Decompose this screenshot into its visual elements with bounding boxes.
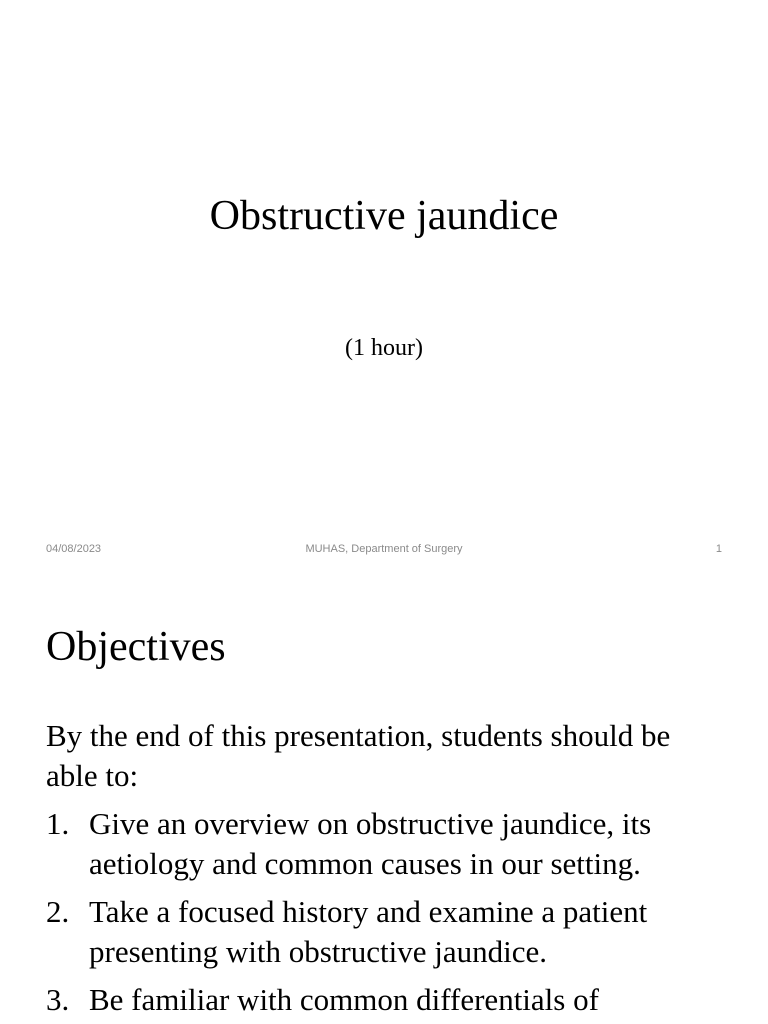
list-item: [46, 980, 726, 1020]
objectives-intro: By the end of this presentation, students should be able to:: [46, 718, 671, 793]
slide-title: Obstructive jaundice: [209, 193, 559, 239]
footer-date: 04/08/2023: [46, 543, 102, 555]
list-item-text: Be familiar with common differentials of: [89, 982, 599, 1017]
list-item-number: 3.: [46, 982, 70, 1017]
objectives-list: [46, 804, 726, 1020]
list-item: [46, 892, 726, 972]
list-item: [46, 804, 726, 884]
slide-subtitle: (1 hour): [345, 335, 423, 361]
list-item-number: 1.: [46, 806, 70, 841]
slide-body: [46, 716, 726, 1024]
list-item-text: Give an overview on obstructive jaundice, its aetiology and common causes in our setting.: [89, 806, 652, 881]
list-item-text: Take a focused history and examine a patient presenting with obstructive jaundice.: [89, 894, 648, 969]
slide-title: Objectives: [46, 624, 226, 670]
list-item-number: 2.: [46, 894, 70, 929]
slide-2: [0, 576, 768, 1024]
footer-page-number: 1: [715, 543, 722, 555]
footer-department: MUHAS, Department of Surgery: [305, 543, 463, 555]
